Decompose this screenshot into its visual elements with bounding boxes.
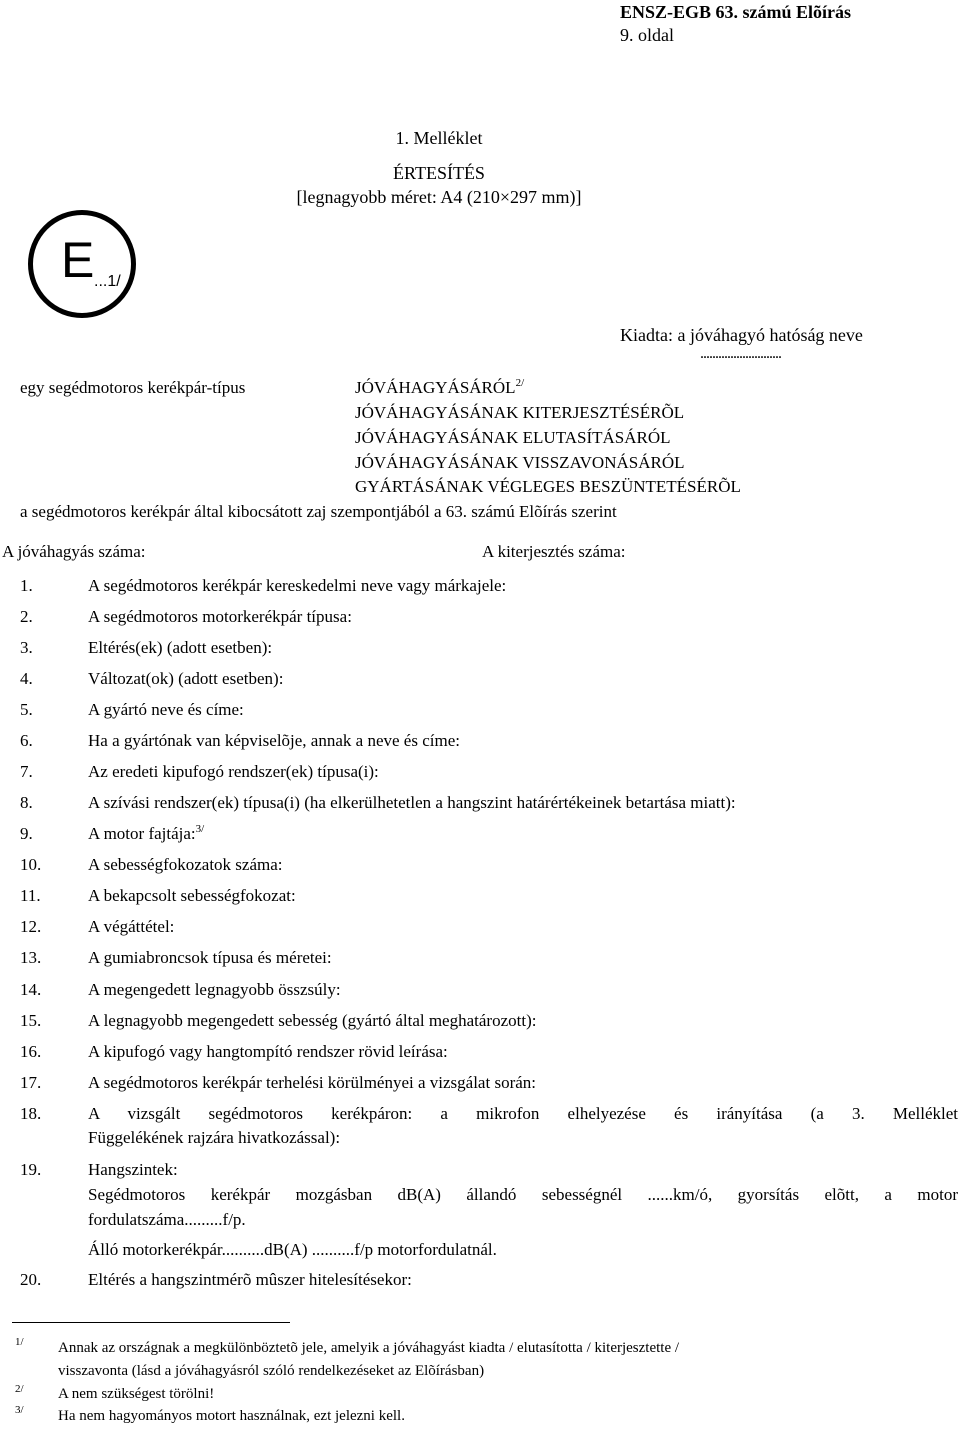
subject-regarding: a segédmotoros kerékpár által kibocsátott zaj szempontjából a 63. számú Elõírás szerint [20, 502, 617, 521]
approval-mark-circle [28, 210, 136, 318]
notification-heading: ÉRTESÍTÉS [393, 163, 485, 183]
approval-mark-suffix: ...1/ [94, 273, 121, 290]
subject-option-discontinued: GYÁRTÁSÁNAK VÉGLEGES BESZÜNTETÉSÉRÕL [355, 477, 741, 496]
footnote-divider [12, 1322, 290, 1323]
approval-mark-letter: E [61, 232, 95, 288]
approval-number-label: A jóváhagyás száma: [2, 542, 146, 561]
subject-option-approval: $JÓVÁHAGYÁSÁRÓL^{2/}$ [355, 377, 525, 397]
issued-by-label: Kiadta: a jóváhagyó hatóság neve [620, 325, 863, 345]
subject-option-extension: JÓVÁHAGYÁSÁNAK KITERJESZTÉSÉRÕL [355, 403, 685, 422]
annex-title: 1. Melléklet [395, 128, 483, 148]
subject-left-label: egy segédmotoros kerékpár-típus [20, 378, 246, 397]
issued-by-dots: ........................... [700, 345, 781, 362]
document-header-title: ENSZ-EGB 63. számú Elõírás [620, 2, 852, 22]
subject-option-refusal: JÓVÁHAGYÁSÁNAK ELUTASÍTÁSÁRÓL [355, 428, 671, 447]
extension-number-label: A kiterjesztés száma: [482, 542, 626, 561]
size-note: [legnagyobb méret: A4 (210×297 mm)] [296, 187, 582, 207]
page-number: 9. oldal [620, 25, 674, 45]
subject-option-withdrawal: JÓVÁHAGYÁSÁNAK VISSZAVONÁSÁRÓL [355, 453, 685, 472]
